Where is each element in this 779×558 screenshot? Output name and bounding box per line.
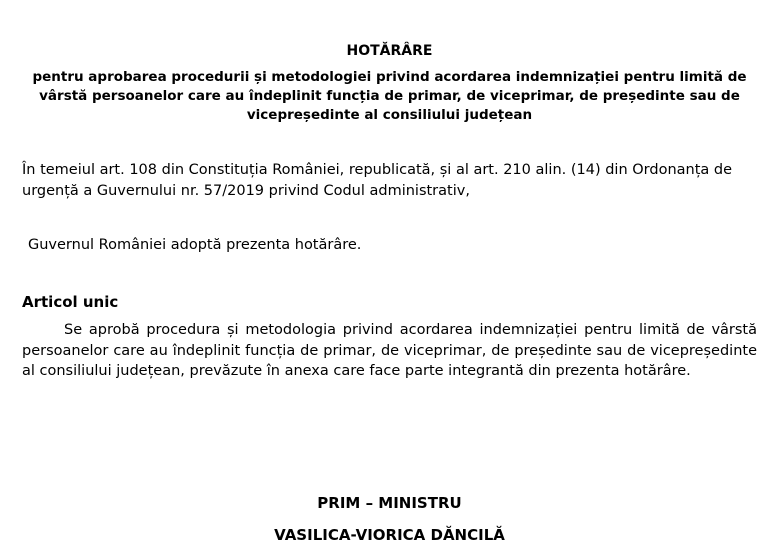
signature-role: PRIM – MINISTRU [317, 494, 462, 512]
article-heading: Articol unic [22, 293, 119, 311]
adoption-statement: Guvernul României adoptă prezenta hotărâre. [28, 237, 362, 253]
document-title: HOTĂRÂRE [346, 43, 433, 59]
signature-name: VASILICA-VIORICA DĂNCILĂ [274, 526, 505, 544]
document-subtitle: pentru aprobarea procedurii și metodologiei privind acordarea indemnizației pentru limită de vârstă persoanelor care au îndeplinit funcția de primar, de viceprimar, de președinte sau de vicepreședinte al consiliului județean [32, 69, 747, 123]
article-body: Se aprobă procedura și metodologia privind acordarea indemnizației pentru limită de vârstă persoanelor care au îndeplinit funcția de primar, de viceprimar, de președinte sau de vicepreședinte al consiliului județean, prevăzute în anexa care face parte integrantă din prezenta hotărâre. [22, 322, 757, 379]
legal-basis-paragraph: În temeiul art. 108 din Constituția României, republicată, și al art. 210 alin. (14) din Ordonanța de urgență a Guvernului nr. 57/2019 privind Codul administrativ, [22, 162, 733, 199]
